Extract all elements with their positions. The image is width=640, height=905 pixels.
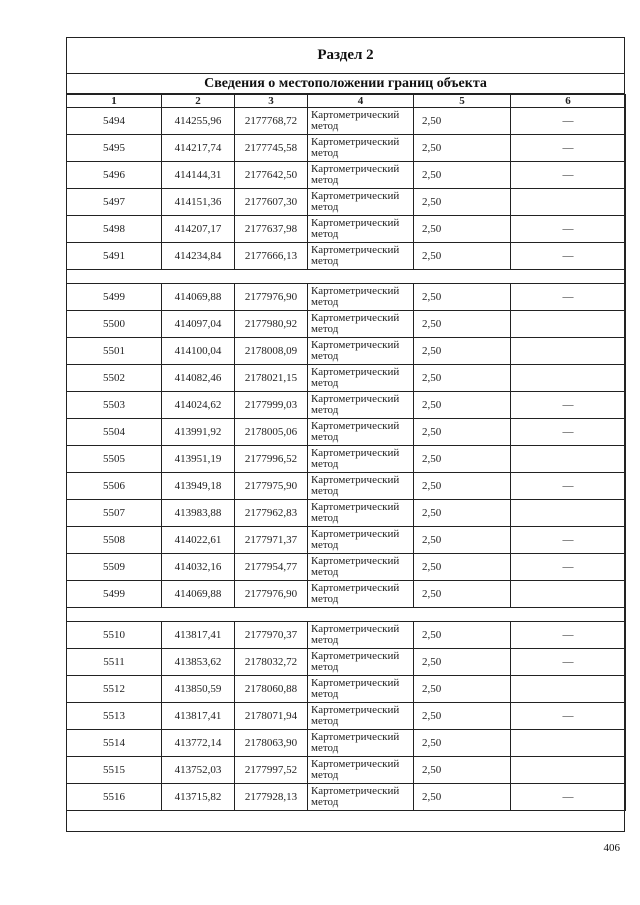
x-coordinate-cell: 413817,41	[162, 622, 235, 649]
x-coordinate-cell: 413715,82	[162, 784, 235, 811]
x-coordinate-cell: 413949,18	[162, 473, 235, 500]
point-number-cell: 5499	[67, 284, 162, 311]
point-number-cell: 5515	[67, 757, 162, 784]
point-number-cell: 5502	[67, 365, 162, 392]
table-row	[67, 216, 626, 243]
method-cell: Картометрический метод	[308, 216, 414, 243]
precision-cell: 2,50	[414, 135, 511, 162]
precision-cell: 2,50	[414, 703, 511, 730]
table-row	[67, 108, 626, 135]
description-cell: —	[511, 554, 626, 581]
table-row	[67, 649, 626, 676]
table-row	[67, 338, 626, 365]
method-cell: Картометрический метод	[308, 311, 414, 338]
y-coordinate-cell: 2178005,06	[235, 419, 308, 446]
method-cell: Картометрический метод	[308, 703, 414, 730]
table-row	[67, 392, 626, 419]
method-cell: Картометрический метод	[308, 392, 414, 419]
x-coordinate-cell: 414234,84	[162, 243, 235, 270]
x-coordinate-cell: 414024,62	[162, 392, 235, 419]
precision-cell: 2,50	[414, 365, 511, 392]
precision-cell: 2,50	[414, 473, 511, 500]
point-number-cell: 5507	[67, 500, 162, 527]
description-cell	[511, 446, 626, 473]
group-separator-row	[67, 270, 626, 284]
table-row	[67, 419, 626, 446]
section-title: Раздел 2	[66, 37, 625, 74]
description-cell: —	[511, 243, 626, 270]
point-number-cell: 5506	[67, 473, 162, 500]
method-cell: Картометрический метод	[308, 649, 414, 676]
table-row	[67, 446, 626, 473]
precision-cell: 2,50	[414, 757, 511, 784]
group-separator-row	[67, 608, 626, 622]
precision-cell: 2,50	[414, 311, 511, 338]
method-cell: Картометрический метод	[308, 527, 414, 554]
column-header: 2	[162, 95, 235, 108]
point-number-cell: 5514	[67, 730, 162, 757]
description-cell	[511, 676, 626, 703]
precision-cell: 2,50	[414, 162, 511, 189]
x-coordinate-cell: 414255,96	[162, 108, 235, 135]
description-cell	[511, 500, 626, 527]
x-coordinate-cell: 414097,04	[162, 311, 235, 338]
precision-cell: 2,50	[414, 500, 511, 527]
description-cell: —	[511, 622, 626, 649]
y-coordinate-cell: 2177996,52	[235, 446, 308, 473]
table-row	[67, 554, 626, 581]
y-coordinate-cell: 2177999,03	[235, 392, 308, 419]
x-coordinate-cell: 414100,04	[162, 338, 235, 365]
x-coordinate-cell: 414069,88	[162, 581, 235, 608]
method-cell: Картометрический метод	[308, 581, 414, 608]
method-cell: Картометрический метод	[308, 676, 414, 703]
point-number-cell: 5509	[67, 554, 162, 581]
table-row	[67, 581, 626, 608]
y-coordinate-cell: 2178032,72	[235, 649, 308, 676]
table-row	[67, 703, 626, 730]
description-cell: —	[511, 649, 626, 676]
method-cell: Картометрический метод	[308, 784, 414, 811]
precision-cell: 2,50	[414, 216, 511, 243]
description-cell: —	[511, 473, 626, 500]
precision-cell: 2,50	[414, 108, 511, 135]
column-header: 5	[414, 95, 511, 108]
point-number-cell: 5497	[67, 189, 162, 216]
table-row	[67, 162, 626, 189]
point-number-cell: 5513	[67, 703, 162, 730]
description-cell: —	[511, 216, 626, 243]
x-coordinate-cell: 414032,16	[162, 554, 235, 581]
description-cell: —	[511, 392, 626, 419]
precision-cell: 2,50	[414, 243, 511, 270]
y-coordinate-cell: 2177976,90	[235, 284, 308, 311]
column-header: 4	[308, 95, 414, 108]
column-header: 6	[511, 95, 626, 108]
separator-cell	[67, 270, 626, 284]
table-row	[67, 135, 626, 162]
y-coordinate-cell: 2177976,90	[235, 581, 308, 608]
y-coordinate-cell: 2178008,09	[235, 338, 308, 365]
y-coordinate-cell: 2177971,37	[235, 527, 308, 554]
description-cell: —	[511, 284, 626, 311]
x-coordinate-cell: 413817,41	[162, 703, 235, 730]
y-coordinate-cell: 2177745,58	[235, 135, 308, 162]
x-coordinate-cell: 414082,46	[162, 365, 235, 392]
y-coordinate-cell: 2178021,15	[235, 365, 308, 392]
x-coordinate-cell: 413850,59	[162, 676, 235, 703]
description-cell	[511, 730, 626, 757]
method-cell: Картометрический метод	[308, 162, 414, 189]
column-header: 3	[235, 95, 308, 108]
x-coordinate-cell: 413983,88	[162, 500, 235, 527]
method-cell: Картометрический метод	[308, 500, 414, 527]
x-coordinate-cell: 414207,17	[162, 216, 235, 243]
y-coordinate-cell: 2178060,88	[235, 676, 308, 703]
point-number-cell: 5503	[67, 392, 162, 419]
precision-cell: 2,50	[414, 676, 511, 703]
y-coordinate-cell: 2177607,30	[235, 189, 308, 216]
y-coordinate-cell: 2177954,77	[235, 554, 308, 581]
method-cell: Картометрический метод	[308, 473, 414, 500]
subsection-title: Сведения о местоположении границ объекта	[66, 74, 625, 94]
y-coordinate-cell: 2177997,52	[235, 757, 308, 784]
column-number-row	[67, 95, 626, 108]
precision-cell: 2,50	[414, 554, 511, 581]
x-coordinate-cell: 413772,14	[162, 730, 235, 757]
precision-cell: 2,50	[414, 784, 511, 811]
table-row	[67, 757, 626, 784]
table-row	[67, 622, 626, 649]
description-cell: —	[511, 135, 626, 162]
x-coordinate-cell: 414069,88	[162, 284, 235, 311]
point-number-cell: 5500	[67, 311, 162, 338]
description-cell: —	[511, 527, 626, 554]
table-row	[67, 730, 626, 757]
x-coordinate-cell: 413951,19	[162, 446, 235, 473]
boundary-table	[66, 94, 626, 811]
table-row	[67, 473, 626, 500]
point-number-cell: 5496	[67, 162, 162, 189]
point-number-cell: 5512	[67, 676, 162, 703]
y-coordinate-cell: 2177970,37	[235, 622, 308, 649]
description-cell	[511, 338, 626, 365]
y-coordinate-cell: 2177642,50	[235, 162, 308, 189]
point-number-cell: 5499	[67, 581, 162, 608]
precision-cell: 2,50	[414, 527, 511, 554]
description-cell	[511, 311, 626, 338]
separator-cell	[67, 608, 626, 622]
y-coordinate-cell: 2177928,13	[235, 784, 308, 811]
description-cell	[511, 365, 626, 392]
point-number-cell: 5516	[67, 784, 162, 811]
x-coordinate-cell: 414144,31	[162, 162, 235, 189]
table-row	[67, 243, 626, 270]
description-cell: —	[511, 703, 626, 730]
description-cell	[511, 581, 626, 608]
precision-cell: 2,50	[414, 649, 511, 676]
y-coordinate-cell: 2177980,92	[235, 311, 308, 338]
precision-cell: 2,50	[414, 581, 511, 608]
y-coordinate-cell: 2177975,90	[235, 473, 308, 500]
table-row	[67, 500, 626, 527]
table-row	[67, 284, 626, 311]
y-coordinate-cell: 2177637,98	[235, 216, 308, 243]
description-cell: —	[511, 419, 626, 446]
method-cell: Картометрический метод	[308, 108, 414, 135]
table-row	[67, 527, 626, 554]
precision-cell: 2,50	[414, 392, 511, 419]
precision-cell: 2,50	[414, 622, 511, 649]
description-cell: —	[511, 784, 626, 811]
point-number-cell: 5495	[67, 135, 162, 162]
x-coordinate-cell: 413752,03	[162, 757, 235, 784]
precision-cell: 2,50	[414, 284, 511, 311]
method-cell: Картометрический метод	[308, 419, 414, 446]
method-cell: Картометрический метод	[308, 446, 414, 473]
point-number-cell: 5504	[67, 419, 162, 446]
method-cell: Картометрический метод	[308, 622, 414, 649]
precision-cell: 2,50	[414, 730, 511, 757]
point-number-cell: 5501	[67, 338, 162, 365]
method-cell: Картометрический метод	[308, 338, 414, 365]
x-coordinate-cell: 414022,61	[162, 527, 235, 554]
point-number-cell: 5498	[67, 216, 162, 243]
y-coordinate-cell: 2177666,13	[235, 243, 308, 270]
x-coordinate-cell: 413991,92	[162, 419, 235, 446]
point-number-cell: 5505	[67, 446, 162, 473]
x-coordinate-cell: 414151,36	[162, 189, 235, 216]
table-row	[67, 676, 626, 703]
precision-cell: 2,50	[414, 446, 511, 473]
table-row	[67, 784, 626, 811]
point-number-cell: 5511	[67, 649, 162, 676]
table-row	[67, 365, 626, 392]
table-row	[67, 311, 626, 338]
description-cell	[511, 189, 626, 216]
y-coordinate-cell: 2177962,83	[235, 500, 308, 527]
point-number-cell: 5508	[67, 527, 162, 554]
precision-cell: 2,50	[414, 419, 511, 446]
point-number-cell: 5491	[67, 243, 162, 270]
description-cell	[511, 757, 626, 784]
method-cell: Картометрический метод	[308, 730, 414, 757]
y-coordinate-cell: 2178071,94	[235, 703, 308, 730]
y-coordinate-cell: 2178063,90	[235, 730, 308, 757]
method-cell: Картометрический метод	[308, 189, 414, 216]
table-row	[67, 189, 626, 216]
x-coordinate-cell: 413853,62	[162, 649, 235, 676]
method-cell: Картометрический метод	[308, 554, 414, 581]
point-number-cell: 5494	[67, 108, 162, 135]
precision-cell: 2,50	[414, 338, 511, 365]
page-number: 406	[603, 842, 620, 854]
point-number-cell: 5510	[67, 622, 162, 649]
method-cell: Картометрический метод	[308, 365, 414, 392]
x-coordinate-cell: 414217,74	[162, 135, 235, 162]
column-header: 1	[67, 95, 162, 108]
precision-cell: 2,50	[414, 189, 511, 216]
y-coordinate-cell: 2177768,72	[235, 108, 308, 135]
method-cell: Картометрический метод	[308, 135, 414, 162]
method-cell: Картометрический метод	[308, 243, 414, 270]
method-cell: Картометрический метод	[308, 284, 414, 311]
method-cell: Картометрический метод	[308, 757, 414, 784]
description-cell: —	[511, 162, 626, 189]
description-cell: —	[511, 108, 626, 135]
